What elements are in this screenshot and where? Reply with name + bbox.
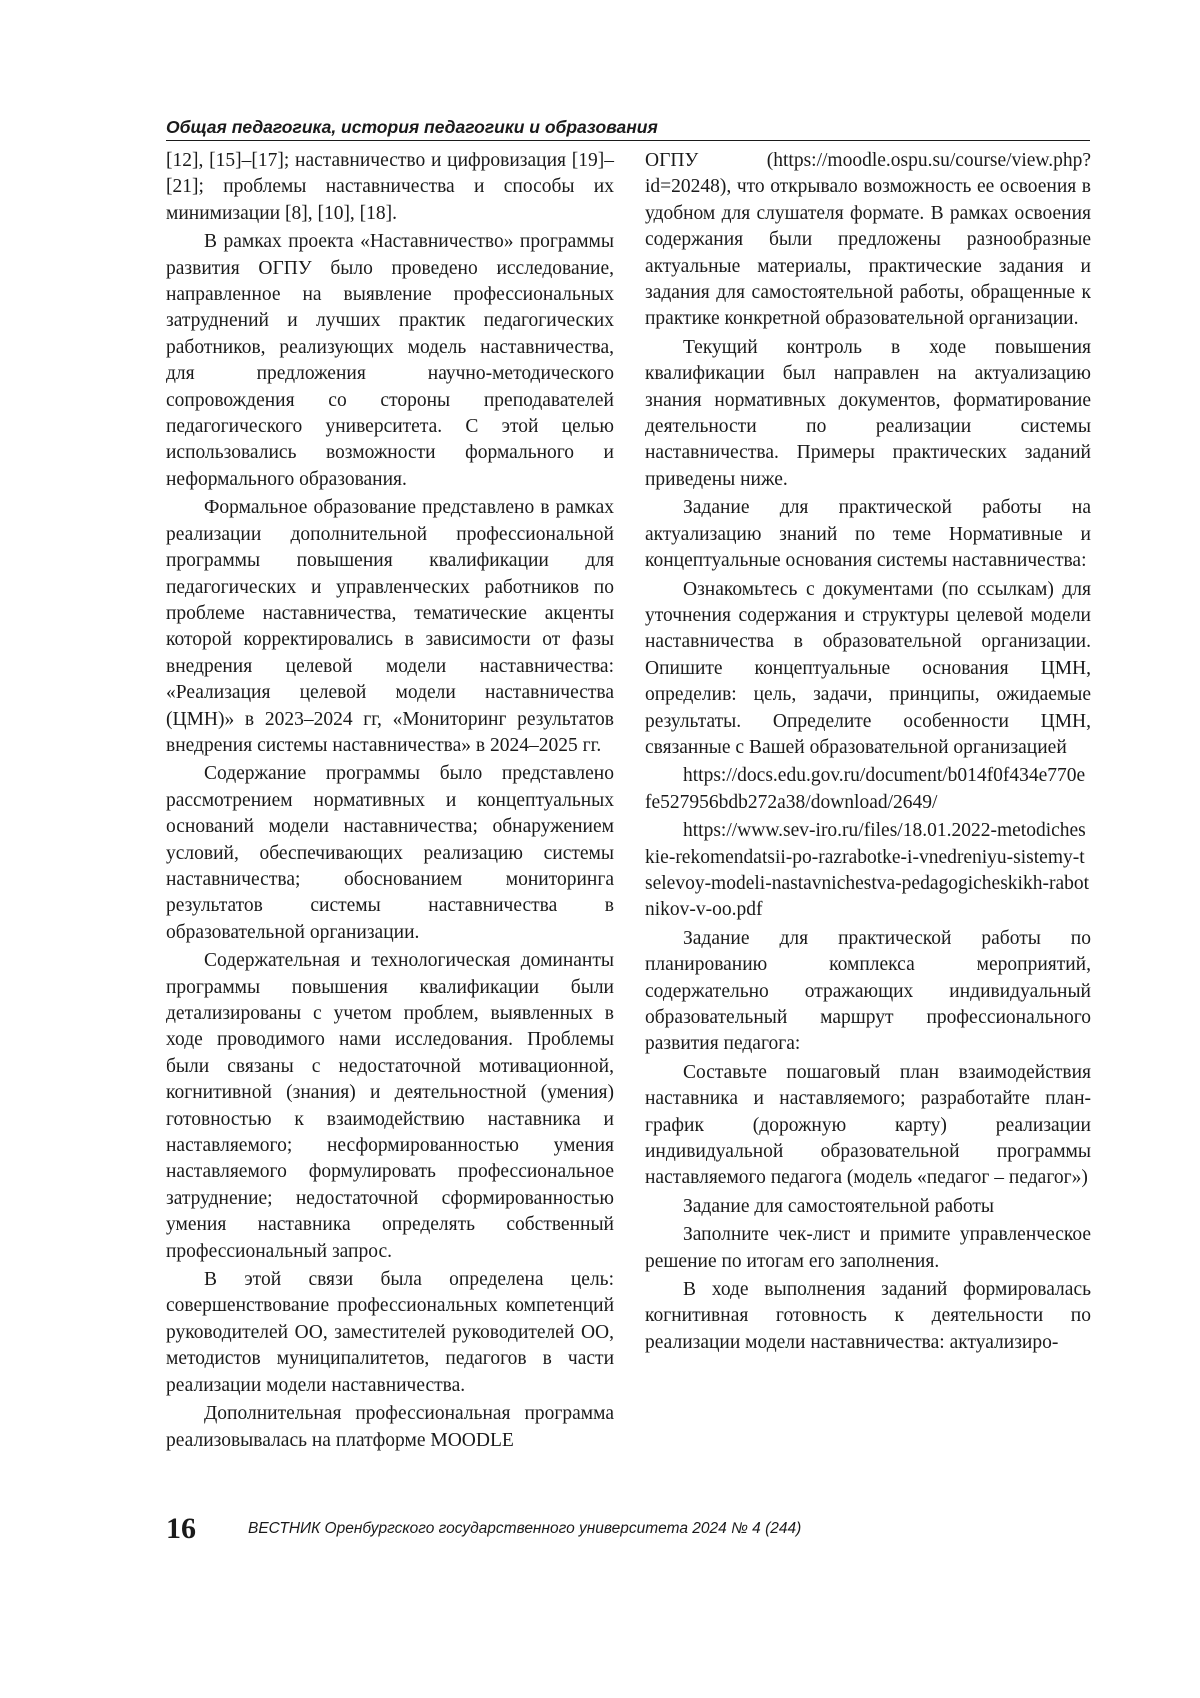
page-number: 16 bbox=[166, 1512, 196, 1545]
right-paragraph-1: ОГПУ (https://moodle.ospu.su/course/view.php?id=20248), что открывало возможность ее освоения в удобном для слушателя формате. В рамках освоения содержания были предложены разнообразные актуальные материалы, практические задания и задания для самостоятельной работы, обращенные к практике конкретной образовательной организации. bbox=[645, 150, 1091, 330]
running-head-section-title: Общая педагогика, история педагогики и образования bbox=[166, 116, 1090, 141]
right-paragraph-4: Ознакомьтесь с документами (по ссылкам) для уточнения содержания и структуры целевой модели наставничества в образовательной организации. Опишите концептуальные основания ЦМН, определив: цель, задачи, принципы, ожидаемые результаты. Определите особенности ЦМН, связанные с Вашей образовательной организацией bbox=[645, 578, 1091, 758]
left-paragraph-5: Содержательная и технологическая доминанты программы повышения квалификации были детализированы с учетом проблем, выявленных в ходе проводимого нами исследования. Проблемы были связаны с недостаточной мотивационной, когнитивной (знания) и деятельностной (умения) готовностью к взаимодействию наставника и наставляемого; несформированностью умения наставляемого формулировать профессиональное затруднение; недостаточной сформированностью умения наставника определять собственный профессиональный запрос. bbox=[166, 950, 614, 1262]
left-paragraph-7: Дополнительная профессиональная программа реализовывалась на платформе MOODLE bbox=[166, 1403, 614, 1451]
left-column bbox=[166, 148, 614, 1456]
left-paragraph-4: Содержание программы было представлено рассмотрением нормативных и концептуальных оснований модели наставничества; обнаружением условий, обеспечивающих реализацию системы наставничества; обоснованием мониторинга результатов системы наставничества в образовательной организации. bbox=[166, 763, 614, 943]
right-column bbox=[645, 148, 1091, 1358]
right-paragraph-2: Текущий контроль в ходе повышения квалификации был направлен на актуализацию знания нормативных документов, форматирование деятельности по реализации системы наставничества. Примеры практических заданий приведены ниже. bbox=[645, 336, 1091, 490]
left-paragraph-2: В рамках проекта «Наставничество» программы развития ОГПУ было проведено исследование, направленное на выявление профессиональных затруднений и лучших практик педагогических работников, реализующих модель наставничества, для предложения научно-методического сопровождения со стороны преподавателей педагогического университета. С этой целью использовались возможности формального и неформального образования. bbox=[166, 231, 614, 490]
document-link-1[interactable]: https://docs.edu.gov.ru/document/b014f0f434e770efe527956bdb272a38/download/2649/ bbox=[645, 765, 1086, 813]
left-paragraph-1: [12], [15]–[17]; наставничество и цифровизация [19]–[21]; проблемы наставничества и способы их минимизации [8], [10], [18]. bbox=[166, 150, 614, 224]
left-paragraph-3: Формальное образование представлено в рамках реализации дополнительной профессиональной программы повышения квалификации для педагогических и управленческих работников по проблеме наставничества, тематические акценты которой корректировались в зависимости от фазы внедрения целевой модели наставничества: «Реализация целевой модели наставничества (ЦМН)» в 2023–2024 гг, «Мониторинг результатов внедрения системы наставничества» в 2024–2025 гг. bbox=[166, 497, 614, 756]
right-paragraph-7: Задание для самостоятельной работы bbox=[683, 1195, 995, 1217]
left-paragraph-6: В этой связи была определена цель: совершенствование профессиональных компетенций руководителей ОО, заместителей руководителей ОО, методистов муниципалитетов, педагогов в части реализации модели наставничества. bbox=[166, 1269, 614, 1396]
right-paragraph-3: Задание для практической работы на актуализацию знаний по теме Нормативные и концептуальные основания системы наставничества: bbox=[645, 497, 1091, 572]
right-paragraph-6: Составьте пошаговый план взаимодействия наставника и наставляемого; разработайте план-график (дорожную карту) реализации индивидуальной образовательной программы наставляемого педагога (модель «педагог – педагог») bbox=[645, 1061, 1091, 1189]
right-paragraph-8: Заполните чек-лист и примите управленческое решение по итогам его заполнения. bbox=[645, 1224, 1091, 1272]
journal-footer-title: ВЕСТНИК Оренбургского государственного университета 2024 № 4 (244) bbox=[248, 1520, 802, 1537]
document-link-2[interactable]: https://www.sev-iro.ru/files/18.01.2022-metodicheskie-rekomendatsii-po-razrabotke-i-vnedreniyu-sistemy-tselevoy-modeli-nastavnichestva-pedagogicheskikh-rabotnikov-v-oo.pdf bbox=[645, 820, 1090, 921]
right-paragraph-9: В ходе выполнения заданий формировалась когнитивная готовность к деятельности по реализации модели наставничества: актуализиро- bbox=[645, 1279, 1091, 1353]
right-paragraph-5: Задание для практической работы по планированию комплекса мероприятий, содержательно отражающих индивидуальный образовательный маршрут профессионального развития педагога: bbox=[645, 927, 1091, 1055]
